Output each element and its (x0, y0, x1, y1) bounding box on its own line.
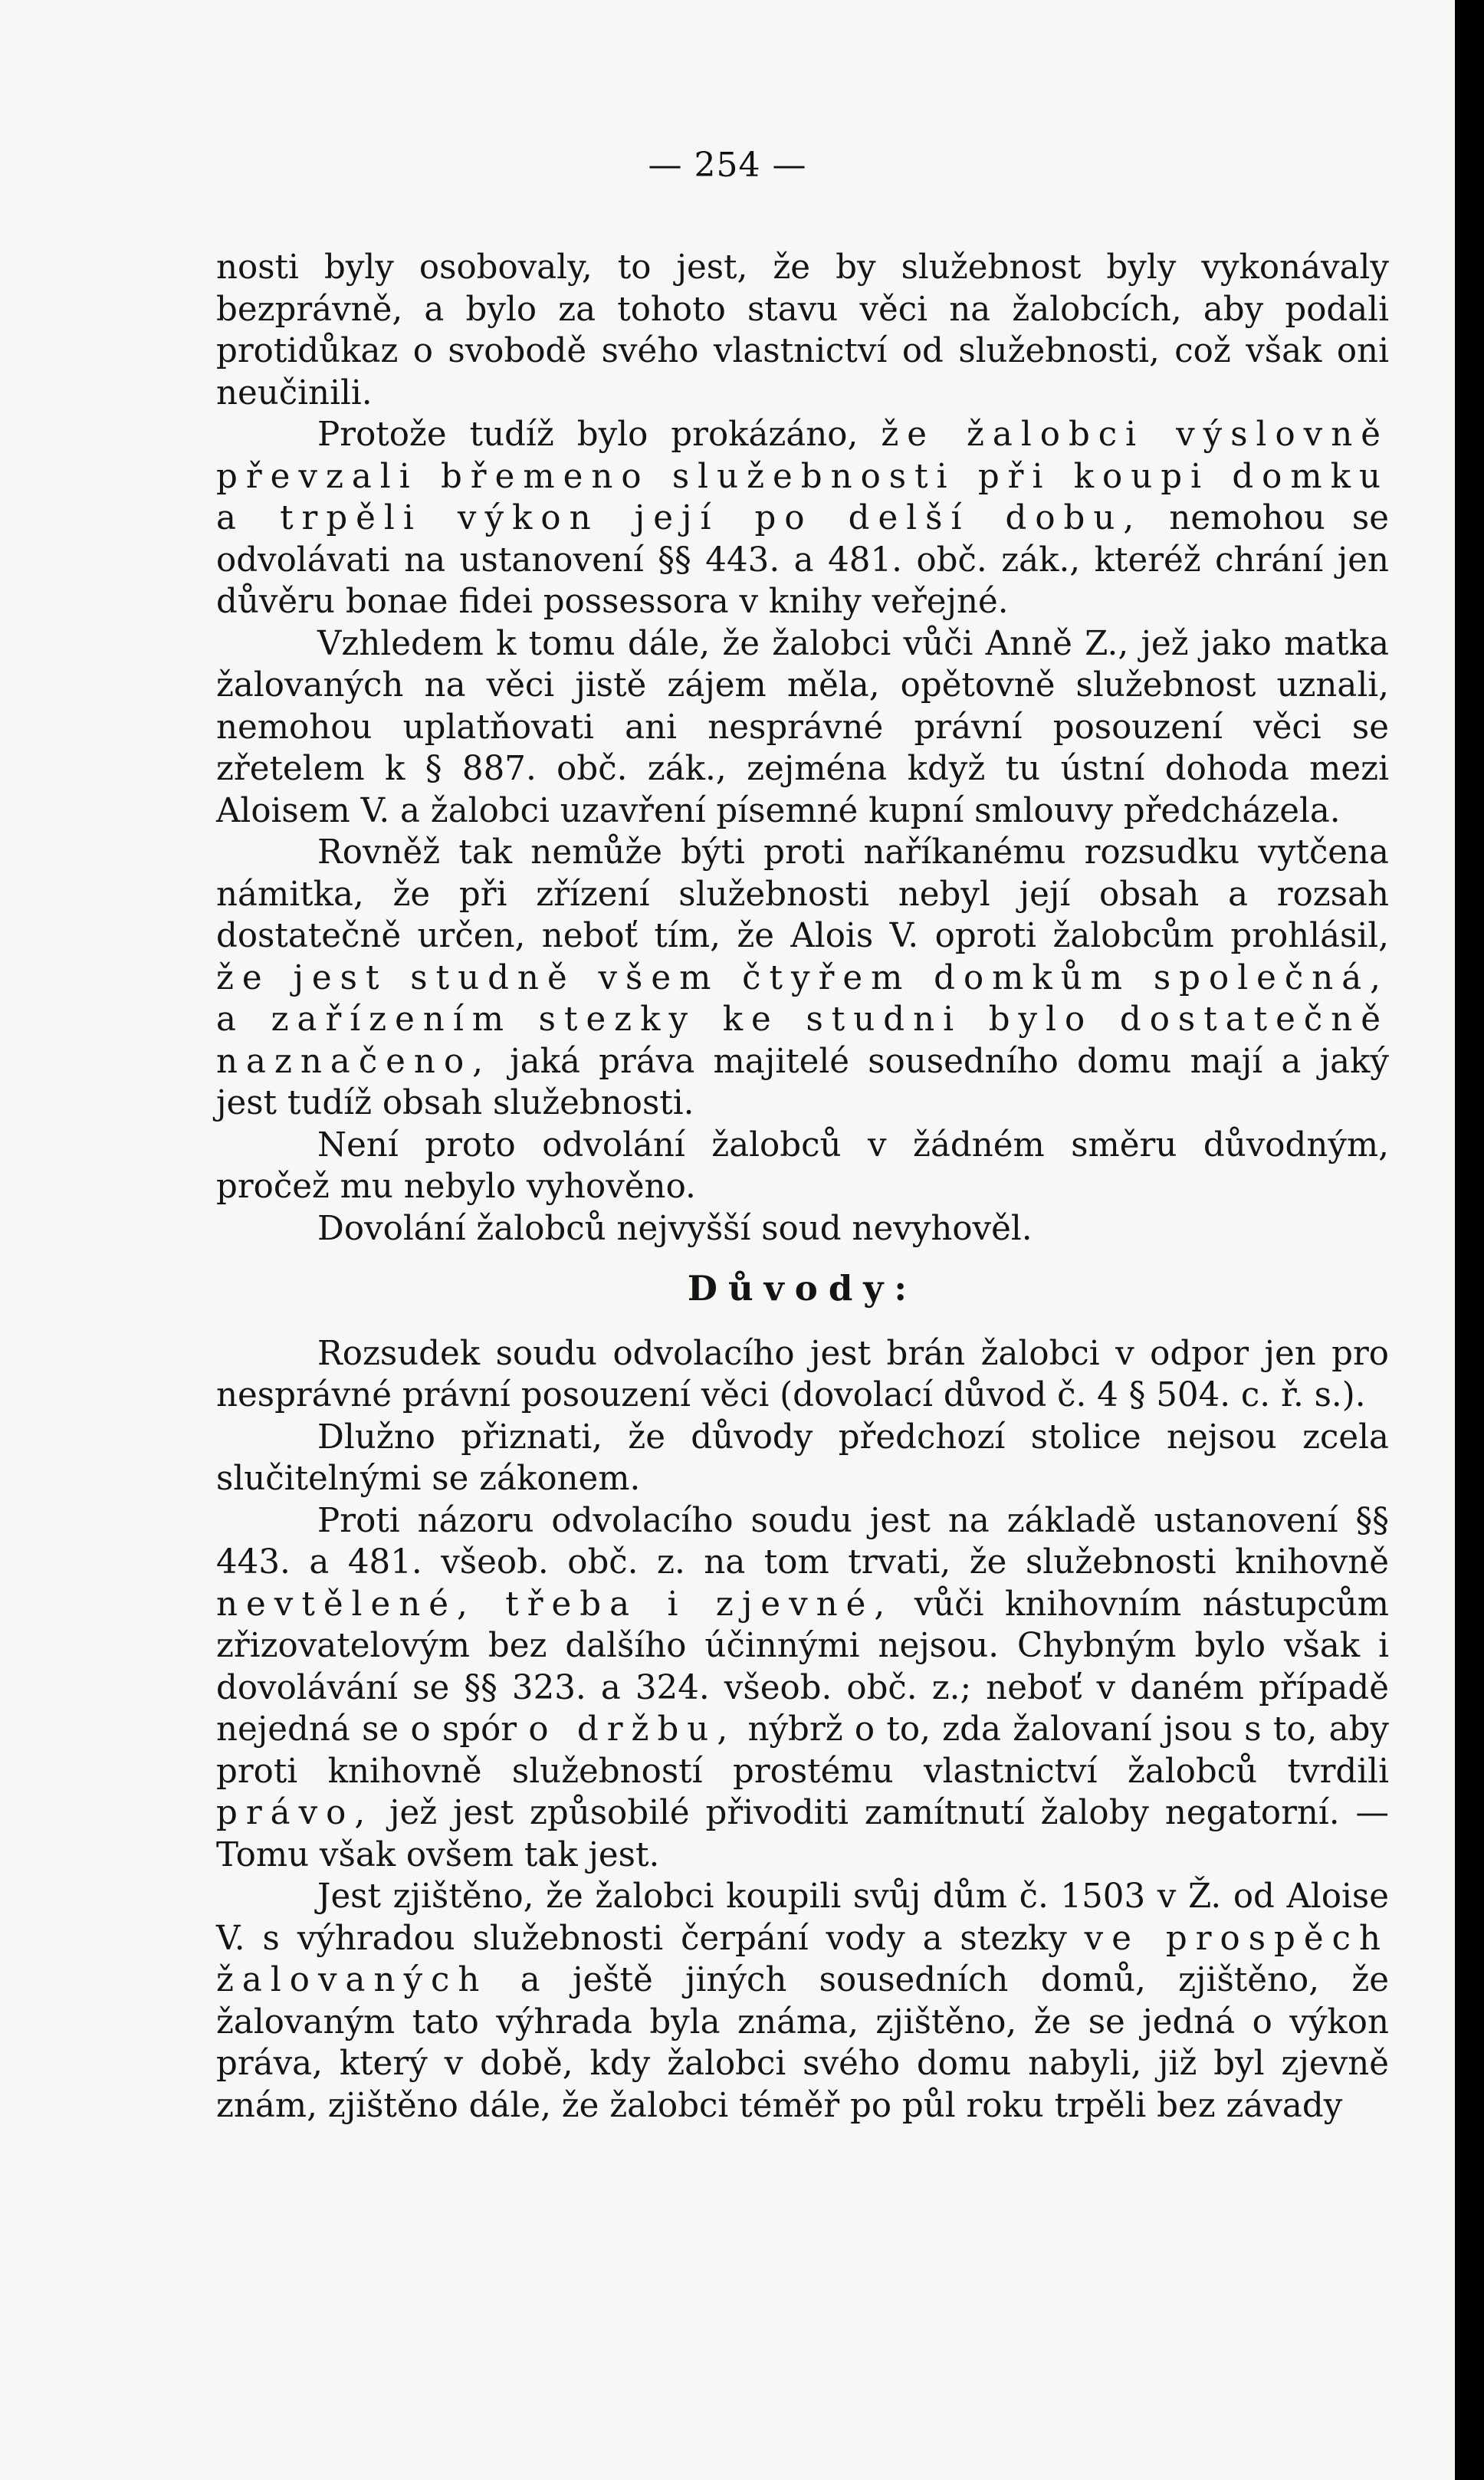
paragraph-9-text-b: vůči knihovním nástupcům zřizovatelovým bez dalšího účinnými nejsou. Chybným bylo však i dovolávání se §§ 323. a 324. všeob. obč. z.; neboť v daném případě nejedná se o spór (216, 1585, 1389, 1749)
paragraph-9 (216, 1500, 1389, 1877)
paragraph-2-emphasis: že žalobci výslovně převzali břemeno služebnosti při koupi domku a trpěli výkon její po delší dobu, (216, 416, 1389, 537)
section-heading: Důvody: (687, 1268, 918, 1309)
paragraph-5: Není proto odvolání žalobců v žádném směru důvodným, pročež mu nebylo vyhověno. (216, 1125, 1389, 1206)
paragraph-4 (216, 832, 1389, 1125)
paragraph-8: Dlužno přiznati, že důvody předchozí stolice nejsou zcela slučitelnými se zákonem. (216, 1417, 1389, 1498)
paragraph-10-emphasis: ve prospěch žalovaných (216, 1919, 1389, 1999)
document-body (216, 247, 1389, 2127)
paragraph-4-text-a: Rovněž tak nemůže býti proti naříkanému rozsudku vytčena námitka, že při zřízení služebnosti nebyl její obsah a rozsah dostatečně určen, neboť tím, že Alois V. oproti žalobcům prohlásil, (216, 833, 1389, 955)
paragraph-2 (216, 414, 1389, 623)
paragraph-3: Vzhledem k tomu dále, že žalobci vůči Anně Z., jež jako matka žalovaných na věci jistě zájem měla, opětovně služebnost uznali, nemohou uplatňovati ani nesprávné právní posouzení věci se zřetelem k § 887. obč. zák., zejména když tu ústní dohoda mezi Aloisem V. a žalobci uzavření písemné kupní smlouvy předcházela. (216, 624, 1389, 830)
paragraph-7: Rozsudek soudu odvolacího jest brán žalobci v odpor jen pro nesprávné právní posouzení věci (dovolací důvod č. 4 § 504. c. ř. s.). (216, 1334, 1389, 1414)
paragraph-2-text-b: nemohou se odvolávati na ustanovení §§ 443. a 481. obč. zák., kteréž chrání jen důvěru bonae fidei possessora v knihy veřejné. (216, 499, 1389, 621)
page-number: — 254 — (648, 146, 807, 185)
paragraph-9-text-d: jež jest způsobilé přivoditi zamítnutí žaloby negatorní. — Tomu však ovšem tak jest. (216, 1794, 1389, 1874)
paragraph-10-text-a: Jest zjištěno, že žalobci koupili svůj dům č. 1503 v Ž. od Aloise V. s výhradou služebnosti čerpání vody a stezky (216, 1877, 1389, 1958)
paragraph-4-emphasis: že jest studně všem čtyřem domkům společná, a zařízením stezky ke studni bylo dostatečně naznačeno, (216, 958, 1389, 1081)
paragraph-10 (216, 1876, 1389, 2127)
paragraph-9-emphasis-1: nevtělené, třeba i zjevné, (216, 1585, 894, 1624)
paragraph-4-text-b: jaká práva majitelé sousedního domu mají a jaký jest tudíž obsah služebnosti. (216, 1042, 1389, 1122)
paragraph-1: nosti byly osobovaly, to jest, že by služebnost byly vykonávaly bezprávně, a bylo za tohoto stavu věci na žalobcích, aby podali protidůkaz o svobodě svého vlastnictví od služebnosti, což však oni neučinili. (216, 248, 1389, 412)
paragraph-9-text-c: nýbrž o to, zda žalovaní jsou s to, aby proti knihovně služebností prostému vlastnictví žalobců tvrdili (216, 1710, 1389, 1791)
paragraph-9-text-a: Proti názoru odvolacího soudu jest na základě ustanovení §§ 443. a 481. všeob. obč. z. na tom trvati, že služebnosti knihovně (216, 1501, 1389, 1582)
paragraph-10-text-b: a ještě jiných sousedních domů, zjištěno, že žalovaným tato výhrada byla známa, zjištěno, že se jedná o výkon práva, který v době, kdy žalobci svého domu nabyli, již byl zjevně znám, zjištěno dále, že žalobci téměř po půl roku trpěli bez závady (216, 1961, 1389, 2125)
paragraph-2-text-a: Protože tudíž bylo prokázáno, (317, 416, 882, 454)
paragraph-9-emphasis-3: právo, (216, 1794, 374, 1832)
paragraph-9-emphasis-2: o držbu, (528, 1710, 737, 1749)
paragraph-6: Dovolání žalobců nejvyšší soud nevyhověl. (317, 1209, 1033, 1248)
